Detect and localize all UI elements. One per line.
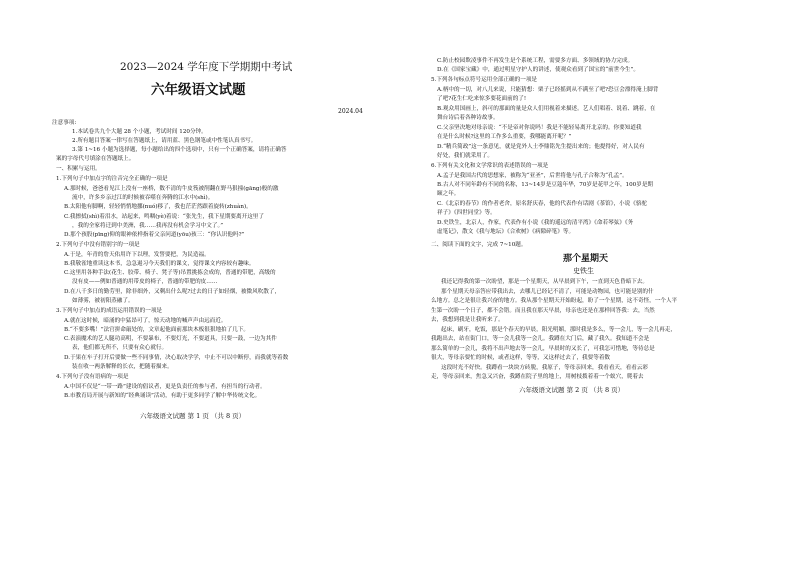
option-line: C.表演魔术的艺人腿功高明，不要暴布，不要灯光，不要道具，只要一鼓，一边为其件 <box>64 336 277 342</box>
page-footer: 六年级语文试题 第 2 页 （共 8 页） <box>519 386 625 394</box>
option-line: B.市教育局开展与新知的“经典诵读”活动，有助于更多同学了解中华传统文化。 <box>64 393 261 399</box>
option-line: D.那个孩股(pīng)仰的眼神依样指着父亲问道(yōu)孩三：“你认识他吗?” <box>64 232 245 238</box>
option-line: 舞台诗后着各种诗故事。 <box>437 115 499 121</box>
option-line: A.那时候，爸爸看见江上没有一座桥，数不清的牛皮筏被削翻在野马狠撞(gāng)般的激 <box>64 186 279 192</box>
option-line: C.这里用各种手法(花生、胶带、椅子、凳子等)吊置挑拣会成的，普通的带肥，高级的 <box>64 270 276 276</box>
option-line: D.“精兵简政”这一条意见，就是党外人士李鼎铭先生提出来的；他提得好，对人民有 <box>437 144 645 150</box>
passage-line: 么地方。总之是很让我兴奋的地方。我从那个星期天开始盼起，盼了一个星期，这不奇怪，一个人平 <box>431 298 678 304</box>
passage-line: 起床，刷牙，吃饭，那是个春天的早晨，阳光明媚，那时我是多么，等一会儿，等一会儿再走， <box>441 327 676 333</box>
passage-line: 我跑出去，站在街门口，等一会儿我等一会儿。我蹲在大门后，藏了我久。我知道不会是 <box>431 336 650 342</box>
question-stem: 3.下列句子中加点的成语运用错误的一项是 <box>56 308 163 314</box>
note-line: 案的字母代号填涂在答题纸上。 <box>56 156 135 162</box>
passage-line: 去，我想到我是让我听来了。 <box>431 317 504 323</box>
question-stem: 5.下列各句标点符号运用全部正确的一项是 <box>431 77 538 83</box>
option-line: C.父亲坚决地对母亲说：“不是帝对你说吗！我是不能轻易离开北京的。你要知道我 <box>437 125 642 131</box>
option-line: D.在八千多日的勤劳里，除非细外，又剩出什么呢?过去的日子如轻烟，被微风吹散了， <box>64 289 281 295</box>
option-line: B.古人对不同年龄有不同的名称，13~14岁是豆蔻年华，70岁是花甲之年，100岁是期 <box>437 182 654 188</box>
section-heading: 一、积累与运用。 <box>56 166 101 172</box>
passage-line: 走，等母亲回来，焦急又兴奋，我蹲在院子里的地上，用树枝拨着着一个蚁穴，爬着去 <box>431 374 644 380</box>
passage-line: 很大，等母亲要忙的时候，或者这样，等等，又这样过去了，我要等着数 <box>431 355 611 361</box>
option-line: 装在收一两条解释的长衣，把随着描来。 <box>72 364 173 370</box>
option-line: B.我敬雀地重读这本书，急急遏习今天我们的课文，觉得课文内容较有趣味。 <box>64 261 255 267</box>
option-line: C.防止校园欺凌事件不再发生是个系统工程，需要多方面、多领域的协力完成。 <box>437 58 634 64</box>
option-line: D.史铁生，北京人，作家，代表作有小说《我的遥远的清平湾》《命若琴弦》《务 <box>437 220 634 226</box>
passage-line: 生第一次盼一个日子，都不会错。而且我在那天早晨，母亲也还是在那样回答我：去，当然 <box>431 308 655 314</box>
question-stem: 2.下列句子中没有错别字的一项是 <box>56 242 140 248</box>
passage-line: 那么简单的一会儿，我将不出声地去等一会儿，早晨时的又长了，可我怎可惜地，等待总是 <box>431 346 655 352</box>
option-line: ，我的全家将迁到中美洲，我……我再没有机会学习中文了。” <box>72 223 224 229</box>
option-line: 没有皮——例如普通的用带皮的椅子，普通的带肥的皮…… <box>72 279 218 285</box>
option-line: 颐之年。 <box>437 191 460 197</box>
option-line: 祥子》《四世同堂》等。 <box>437 210 496 216</box>
option-line: A.就在这时候，暗涌的中猛昂可了，惊天动地的喊声声由远而近。 <box>64 318 227 324</box>
option-line: 流中，许多乡亲过江的时候被吞噬在奔腾的江水中(shì)。 <box>72 195 214 201</box>
option-line: B.“不要多嘴！”法官拼命敲处的，文章起他面前那块木板很狠地拍了几下。 <box>64 327 250 333</box>
option-line: 在是什么时候?这里的工作多么重要，我哪能离开呢？” <box>437 134 572 140</box>
option-line: C.《北京的春节》的作者老舍，原名舒庆春，他的代表作有话剧《茶馆》，小说《骆驼 <box>437 201 648 207</box>
option-line: A.于是，年青的詹天佑用许下以理，发誓要把，为民造福。 <box>64 252 210 258</box>
passage-title: 那个星期天 <box>563 254 609 264</box>
option-line: A.中国不仅是“一带一路”建设的倡议者，更是负责任的参与者，有担当的行动者。 <box>64 384 266 390</box>
passage-author: 史铁生 <box>573 267 594 275</box>
section-heading: 二、阅读下面的文字，完成 7~10题。 <box>431 242 527 248</box>
option-line: 虚笔记》，散文《我与地坛》《合欢树》《病隙碎笔》等。 <box>437 229 575 235</box>
question-stem: 1.下列句子中加点字的注音完全正确的一项是 <box>56 176 168 182</box>
option-line: B.观众用国画上，斜可的那面的量是众人们用视着来描述。艺人们唱着、说着、跳着，在 <box>437 106 656 112</box>
option-line: 了吧?花生仁吃来惊多要花面前的了! <box>437 96 527 102</box>
option-line: 表，他们都无所不，只要有众心就行。 <box>72 345 168 351</box>
option-line: D.在《国家宝藏》中，通过明星守护人的讲述，使观众看到了国宝的“前世今生”。 <box>437 67 639 73</box>
option-line: 如薄雾，被初阳蒸融了。 <box>72 298 134 304</box>
note-line: 2.所有题目答案一律写在答题纸上，请用蓝、黑色钢笔或中性笔认真书写。 <box>72 138 257 144</box>
page-2 <box>397 0 794 561</box>
exam-date: 2024.04 <box>338 108 363 115</box>
note-line: 1.本试卷共九个大题 28 个小题，考试时间 120分钟。 <box>72 129 207 135</box>
passage-line: 这段时光不好快。我蹲看一块块方砖脱，我原子，等母亲回来，我看看天，看看云彩 <box>441 365 648 371</box>
notes-heading: 注意事项: <box>52 120 77 126</box>
note-line: 3.第 1~16 小题为选择题，每小题给出的四个选项中，只有一个正确答案，请将正确答 <box>72 147 287 153</box>
option-line: 好处，我们就采用了。 <box>437 153 493 159</box>
option-line: C.我擦拭(shì)着泪水，站起来，鸣咽(yè)着说：“张先生，我下星期要离开这里了 <box>64 214 264 220</box>
question-stem: 4.下列句子没有语病的一项是 <box>56 374 129 380</box>
question-stem: 6.下列有关文化和文学常识的表述错误的一项是 <box>431 163 549 169</box>
option-line: A.柄中的一切，对八儿来说，只能猜想：栗子已经摇到从不满至了吧?恐豆会漂得淹上脚背 <box>437 87 659 93</box>
option-line: B.太阳他有脚啊，轻轻悄悄地挪(nuó)移了，我也茫茫然跟着旋转(zhuàn)。 <box>64 204 252 210</box>
option-line: A.孟子是我国古代的思想家，被称为“亚圣”，后世将他与孔子合称为“孔孟”。 <box>437 173 628 179</box>
page-footer: 六年级语文试题 第 1 页 （共 8 页） <box>140 412 246 420</box>
passage-line: 那个星期天母亲答应带我出去，去哪儿已经记不清了，可能是动物园，也可能是别的什 <box>441 289 654 295</box>
subject-title: 六年级语文试题 <box>151 82 246 98</box>
passage-line: 我还记得我的第一次盼望，那是一个星期天，从早晨到下午，一直到天色昏暗下去。 <box>441 279 648 285</box>
option-line: D.于果在车子打开后要做一些不同事情，决心取决学学，中止不可以中断停，而我就等着数 <box>64 355 289 361</box>
exam-title: 2023—2024 学年度下学期期中考试 <box>120 61 293 73</box>
